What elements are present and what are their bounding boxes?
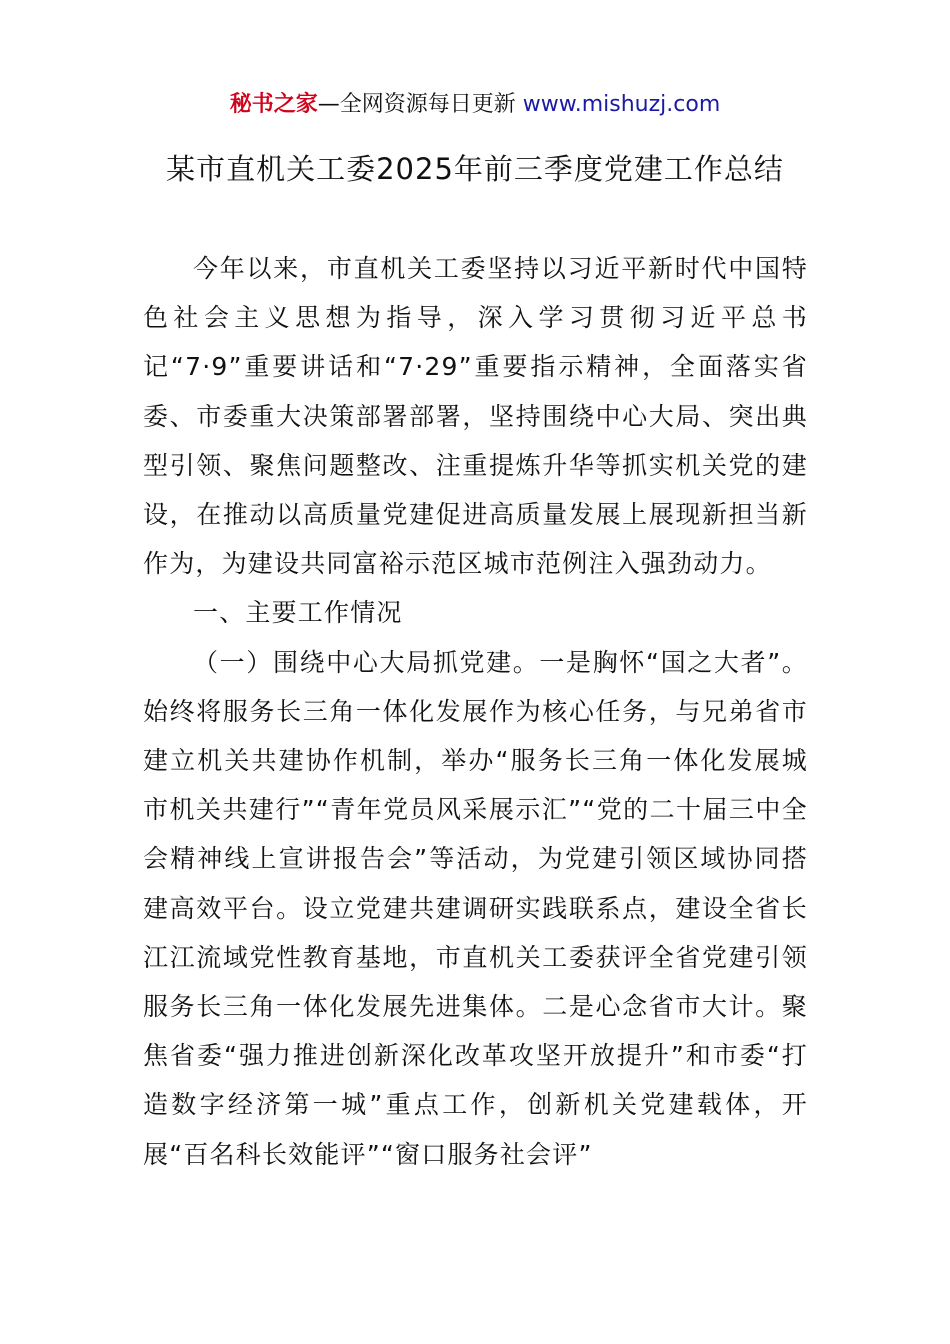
intro-paragraph: 今年以来，市直机关工委坚持以习近平新时代中国特色社会主义思想为指导，深入学习贯彻习近平总书记“7·9”重要讲话和“7·29”重要指示精神，全面落实省委、市委重大决策部署部署，坚持围绕中心大局、突出典型引领、聚焦问题整改、注重提炼升华等抓实机关党的建设，在推动以高质量党建促进高质量发展上展现新担当新作为，为建设共同富裕示范区城市范例注入强劲动力。 — [143, 254, 808, 579]
site-tagline: —全网资源每日更新 — [317, 92, 523, 117]
document-title: 某市直机关工委2025年前三季度党建工作总结 — [166, 152, 784, 186]
document-body — [143, 244, 808, 1179]
site-url[interactable]: www.mishuzj.com — [522, 92, 721, 117]
section-heading: 一、主要工作情况 — [193, 598, 403, 628]
body-paragraph: （一）围绕中心大局抓党建。一是胸怀“国之大者”。始终将服务长三角一体化发展作为核心任务，与兄弟省市建立机关共建协作机制，举办“服务长三角一体化发展城市机关共建行”“青年党员风采展示汇”“党的二十届三中全会精神线上宣讲报告会”等活动，为党建引领区域协同搭建高效平台。设立党建共建调研实践联系点，建设全省长江江流域党性教育基地，市直机关工委获评全省党建引领服务长三角一体化发展先进集体。二是心念省市大计。聚焦省委“强力推进创新深化改革攻坚开放提升”和市委“打造数字经济第一城”重点工作，创新机关党建载体，开展“百名科长效能评”“窗口服务社会评” — [143, 647, 808, 1169]
site-brand: 秘书之家 — [229, 92, 318, 117]
site-header — [0, 88, 950, 122]
